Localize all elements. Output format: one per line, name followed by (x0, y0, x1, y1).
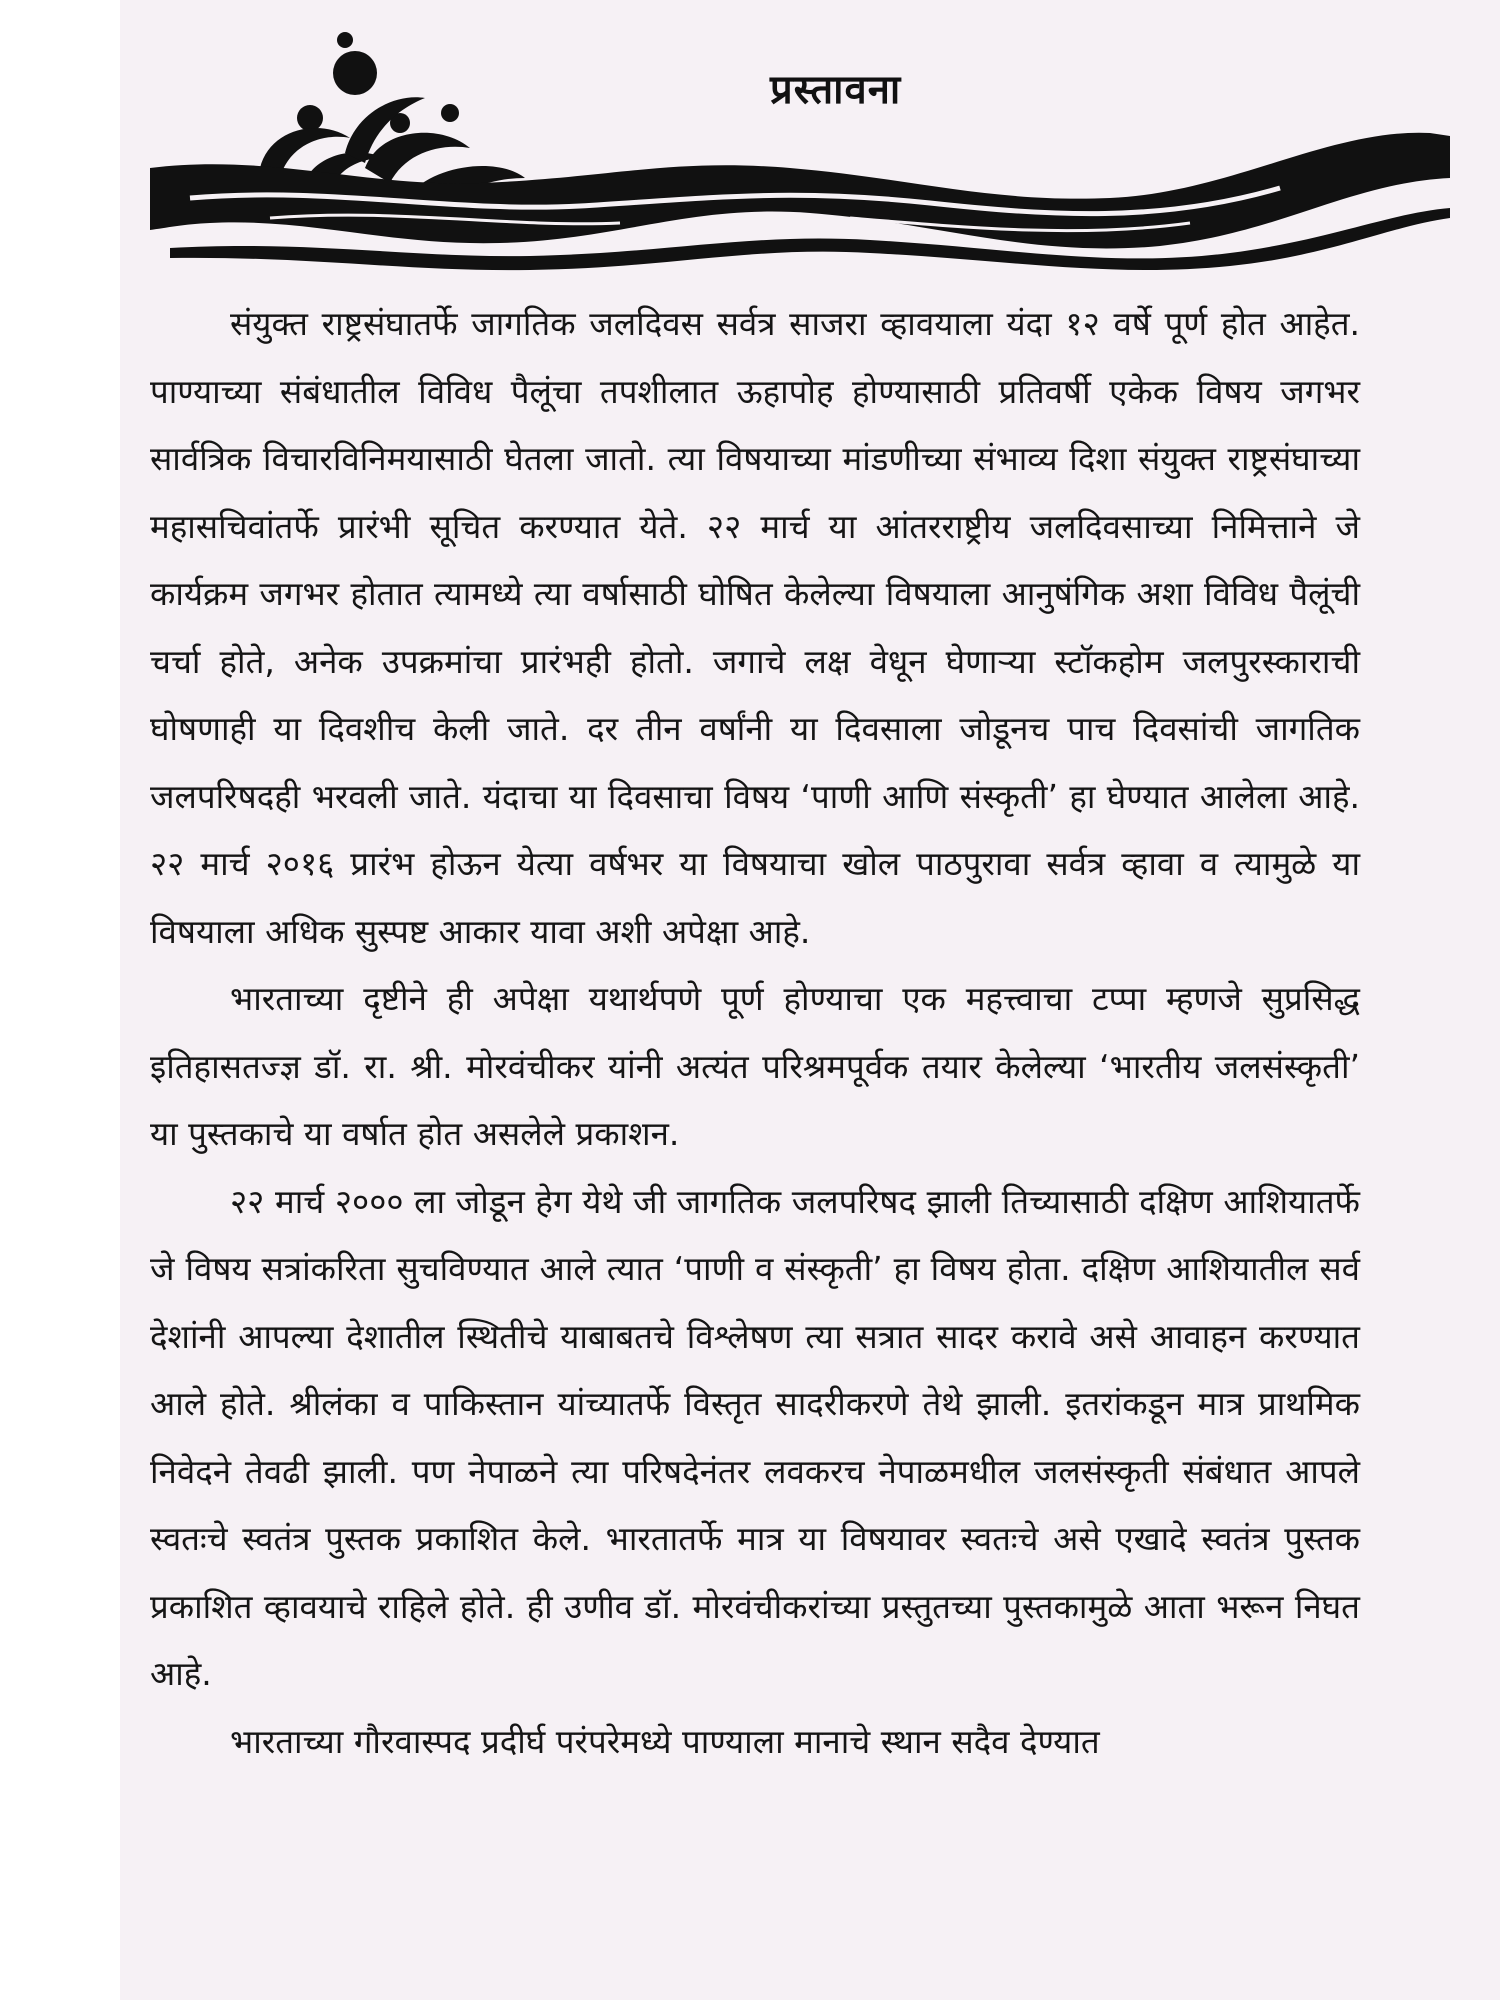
paragraph: भारताच्या गौरवास्पद प्रदीर्घ परंपरेमध्ये पाण्याला मानाचे स्थान सदैव देण्यात (230, 1721, 1100, 1761)
paragraph: २२ मार्च २००० ला जोडून हेग येथे जी जागतिक जलपरिषद झाली तिच्यासाठी दक्षिण आशियातर्फे जे विषय सत्रांकरिता सुचविण्यात आले त्यात ‘पाणी व संस्कृती’ हा विषय होता. दक्षिण आशियातील सर्व देशांनी आपल्या देशातील स्थितीचे याबाबतचे विश्लेषण त्या सत्रात सादर करावे असे आवाहन करण्यात आले होते. श्रीलंका व पाकिस्तान यांच्यातर्फे विस्तृत सादरीकरणे तेथे झाली. इतरांकडून मात्र प्राथमिक निवेदने तेवढी झाली. पण नेपाळने त्या परिषदेनंतर लवकरच नेपाळमधील जलसंस्कृती संबंधात आपले स्वतःचे स्वतंत्र पुस्तक प्रकाशित केले. भारतातर्फे मात्र या विषयावर स्वतःचे असे एखादे स्वतंत्र पुस्तक प्रकाशित व्हावयाचे राहिले होते. ही उणीव डॉ. मोरवंचीकरांच्या प्रस्तुतच्या पुस्तकामुळे आता भरून निघत आहे. (150, 1181, 1360, 1693)
water-splash-wave-icon (150, 18, 1450, 288)
paragraph: संयुक्त राष्ट्रसंघातर्फे जागतिक जलदिवस सर्वत्र साजरा व्हावयाला यंदा १२ वर्षे पूर्ण होत आहेत. पाण्याच्या संबंधातील विविध पैलूंचा तपशीलात ऊहापोह होण्यासाठी प्रतिवर्षी एकेक विषय जगभर सार्वत्रिक विचारविनिमयासाठी घेतला जातो. त्या विषयाच्या मांडणीच्या संभाव्य दिशा संयुक्त राष्ट्रसंघाच्या महासचिवांतर्फे प्रारंभी सूचित करण्यात येते. २२ मार्च या आंतरराष्ट्रीय जलदिवसाच्या निमित्ताने जे कार्यक्रम जगभर होतात त्यामध्ये त्या वर्षासाठी घोषित केलेल्या विषयाला आनुषंगिक अशा विविध पैलूंची चर्चा होते, अनेक उपक्रमांचा प्रारंभही होतो. जगाचे लक्ष वेधून घेणाऱ्या स्टॉकहोम जलपुरस्काराची घोषणाही या दिवशीच केली जाते. दर तीन वर्षांनी या दिवसाला जोडूनच पाच दिवसांची जागतिक जलपरिषदही भरवली जाते. यंदाचा या दिवसाचा विषय ‘पाणी आणि संस्कृती’ हा घेण्यात आलेला आहे. २२ मार्च २०१६ प्रारंभ होऊन येत्या वर्षभर या विषयाचा खोल पाठपुरावा सर्वत्र व्हावा व त्यामुळे या विषयाला अधिक सुस्पष्ट आकार यावा अशी अपेक्षा आहे. (150, 304, 1360, 951)
paragraph: भारताच्या दृष्टीने ही अपेक्षा यथार्थपणे पूर्ण होण्याचा एक महत्त्वाचा टप्पा म्हणजे सुप्रसिद्ध इतिहासतज्ज्ञ डॉ. रा. श्री. मोरवंचीकर यांनी अत्यंत परिश्रमपूर्वक तयार केलेल्या ‘भारतीय जलसंस्कृती’ या पुस्तकाचे या वर्षात होत असलेले प्रकाशन. (150, 979, 1360, 1153)
body-text (150, 290, 1360, 1775)
book-page (120, 0, 1500, 2000)
page-title: प्रस्तावना (770, 67, 902, 113)
